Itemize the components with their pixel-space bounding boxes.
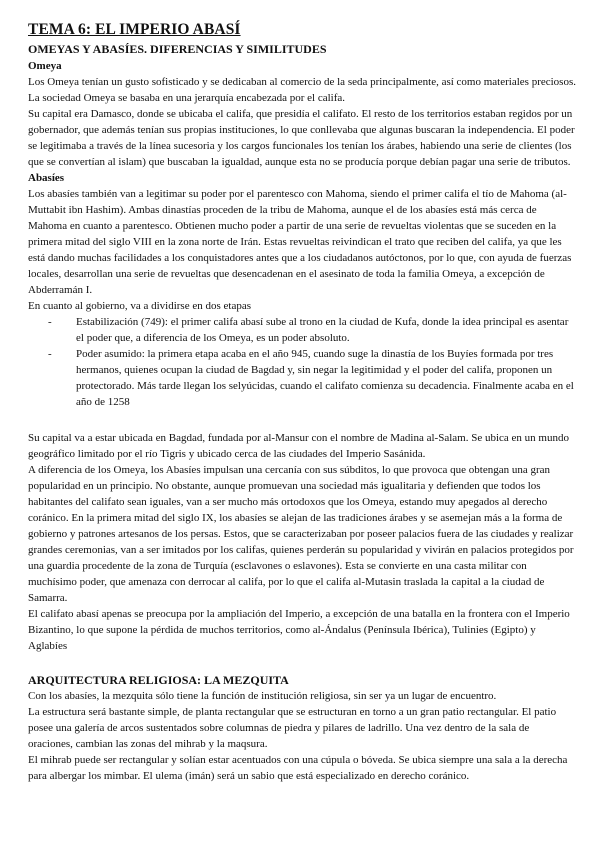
arquitectura-paragraph-3: El mihrab puede ser rectangular y solían estar acentuados con una cúpula o bóveda. Se ubica siempre una sala a la derecha para albergar los mimbar. El ulema (imán) será un sabio que está especializado en derecho coránico.: [28, 754, 568, 782]
abasies-paragraph-4: A diferencia de los Omeya, los Abasíes impulsan una cercanía con sus súbditos, lo que provoca que obtengan una gran popularidad en un principio. No obstante, aunque promuevan una sociedad más igualitaria y defienden que todos los habitantes del califato sean iguales, van a ser mucho más ortodoxos que los Omeya, estando muy apegados al derecho coránico. En la primera mitad del siglo IX, los abasíes se alejan de las tradiciones árabes y se asemejan más a la forma de gobierno y patrones artesanos de los persas. Estos, que se caracterizaban por poseer palacios fuera de las ciudades y realizar grandes ceremonias, van a ser imitados por los califas, quienes perderán su popularidad y vivirán en palacios protegidos por una guardia procedente de la zona de Turquía (esclavones o eslavones). Esta se convierte en una casta militar con muchísimo poder, que amenaza con derrocar al califa, por lo que el califa al-Mutasin traslada la capital a la ciudad de Samarra.: [28, 464, 574, 604]
omeya-paragraph-1: Los Omeya tenían un gusto sofisticado y se dedicaban al comercio de la seda principalmente, así como materiales preciosos. La sociedad Omeya se basaba en una jerarquía encabezada por el califa.: [28, 76, 576, 104]
abasies-paragraph-1: Los abasíes también van a legitimar su poder por el parentesco con Mahoma, siendo el primer califa el tío de Mahoma (al-Muttabit ibn Hashim). Ambas dinastías proceden de la tribu de Mahoma, aunque el de los abasíes está más cerca de Mahoma en cuanto a parentesco. Obtienen mucho poder a partir de una serie de revueltas violentas que se suceden en la primera mitad del siglo VIII en la zona norte de Irán. Estas revueltas reivindican el trato que reciben del califa, ya que les está dando muchas facilidades a los conquistadores antes que a los ciudadanos autóctonos, por lo que, con ayuda de fuerzas locales, desarrollan una serie de revueltas que desencadenan en el asesinato de toda la familia Omeya, a excepción de Abderramán I.: [28, 188, 572, 296]
abasies-paragraph-2: En cuanto al gobierno, va a dividirse en dos etapas: [28, 300, 251, 312]
list-item: [28, 346, 576, 410]
document-page: [28, 20, 576, 784]
arquitectura-heading: ARQUITECTURA RELIGIOSA: LA MEZQUITA: [28, 673, 289, 687]
omeya-paragraph-2: Su capital era Damasco, donde se ubicaba el califa, que presidía el califato. El resto de los territorios estaban regidos por un gobernador, que además tenían sus propias instituciones, lo que conllevaba que algunas buscaran la independencia. El poder se legitimaba a través de la línea sucesoria y los cargos funcionales los tenían los árabes, habiendo una serie de clientes (los que se convertían al islam) que buscaban la igualdad, aunque esta no se producía porque debían pagar una serie de tributos.: [28, 108, 575, 168]
omeya-heading: Omeya: [28, 60, 62, 72]
stages-list: [28, 314, 576, 410]
abasies-heading: Abasíes: [28, 172, 65, 184]
abasies-paragraph-3: Su capital va a estar ubicada en Bagdad, fundada por al-Mansur con el nombre de Madina al-Salam. Se ubica en un mundo geográfico limitado por el río Tigris y ubicado cerca de las ciudades del Imperio Sasánida.: [28, 432, 569, 460]
abasies-paragraph-5: El califato abasí apenas se preocupa por la ampliación del Imperio, a excepción de una batalla en la frontera con el Imperio Bizantino, lo que supone la pérdida de muchos territorios, como al-Ándalus (Península Ibérica), Tulinies (Egipto) y Aglabíes: [28, 608, 570, 652]
spacer: [28, 654, 576, 672]
stage-text: Poder asumido: la primera etapa acaba en el año 945, cuando suge la dinastía de los Buyíes formada por tres hermanos, quienes ocupan la ciudad de Bagdad y, sin negar la legitimidad y el poder del califa, proponen un protectorado. Más tarde llegan los selyúcidas, cuando el califato comienza su decadencia. Finalmente acaba en el año de 1258: [76, 348, 574, 408]
arquitectura-paragraph-2: La estructura será bastante simple, de planta rectangular que se estructuran en torno a un gran patio rectangular. El patio posee una galería de arcos sustentados sobre columnas de piedra y pilares de ladrillo. Una vez dentro de la sala de oraciones, cambian las zonas del mihrab y la maqsura.: [28, 706, 557, 750]
page-title: TEMA 6: EL IMPERIO ABASÍ: [28, 21, 241, 38]
arquitectura-paragraph-1: Con los abasíes, la mezquita sólo tiene la función de institución religiosa, sin ser ya un lugar de encuentro.: [28, 690, 497, 702]
list-item: [28, 314, 576, 346]
list-dash: -: [48, 316, 52, 328]
spacer: [28, 410, 576, 430]
stage-text: Estabilización (749): el primer califa abasí sube al trono en la ciudad de Kufa, donde la idea principal es asentar el poder que, a diferencia de los Omeya, es un poder absoluto.: [76, 316, 569, 344]
page-subtitle: OMEYAS Y ABASÍES. DIFERENCIAS Y SIMILITUDES: [28, 42, 327, 56]
list-dash: -: [48, 348, 52, 360]
